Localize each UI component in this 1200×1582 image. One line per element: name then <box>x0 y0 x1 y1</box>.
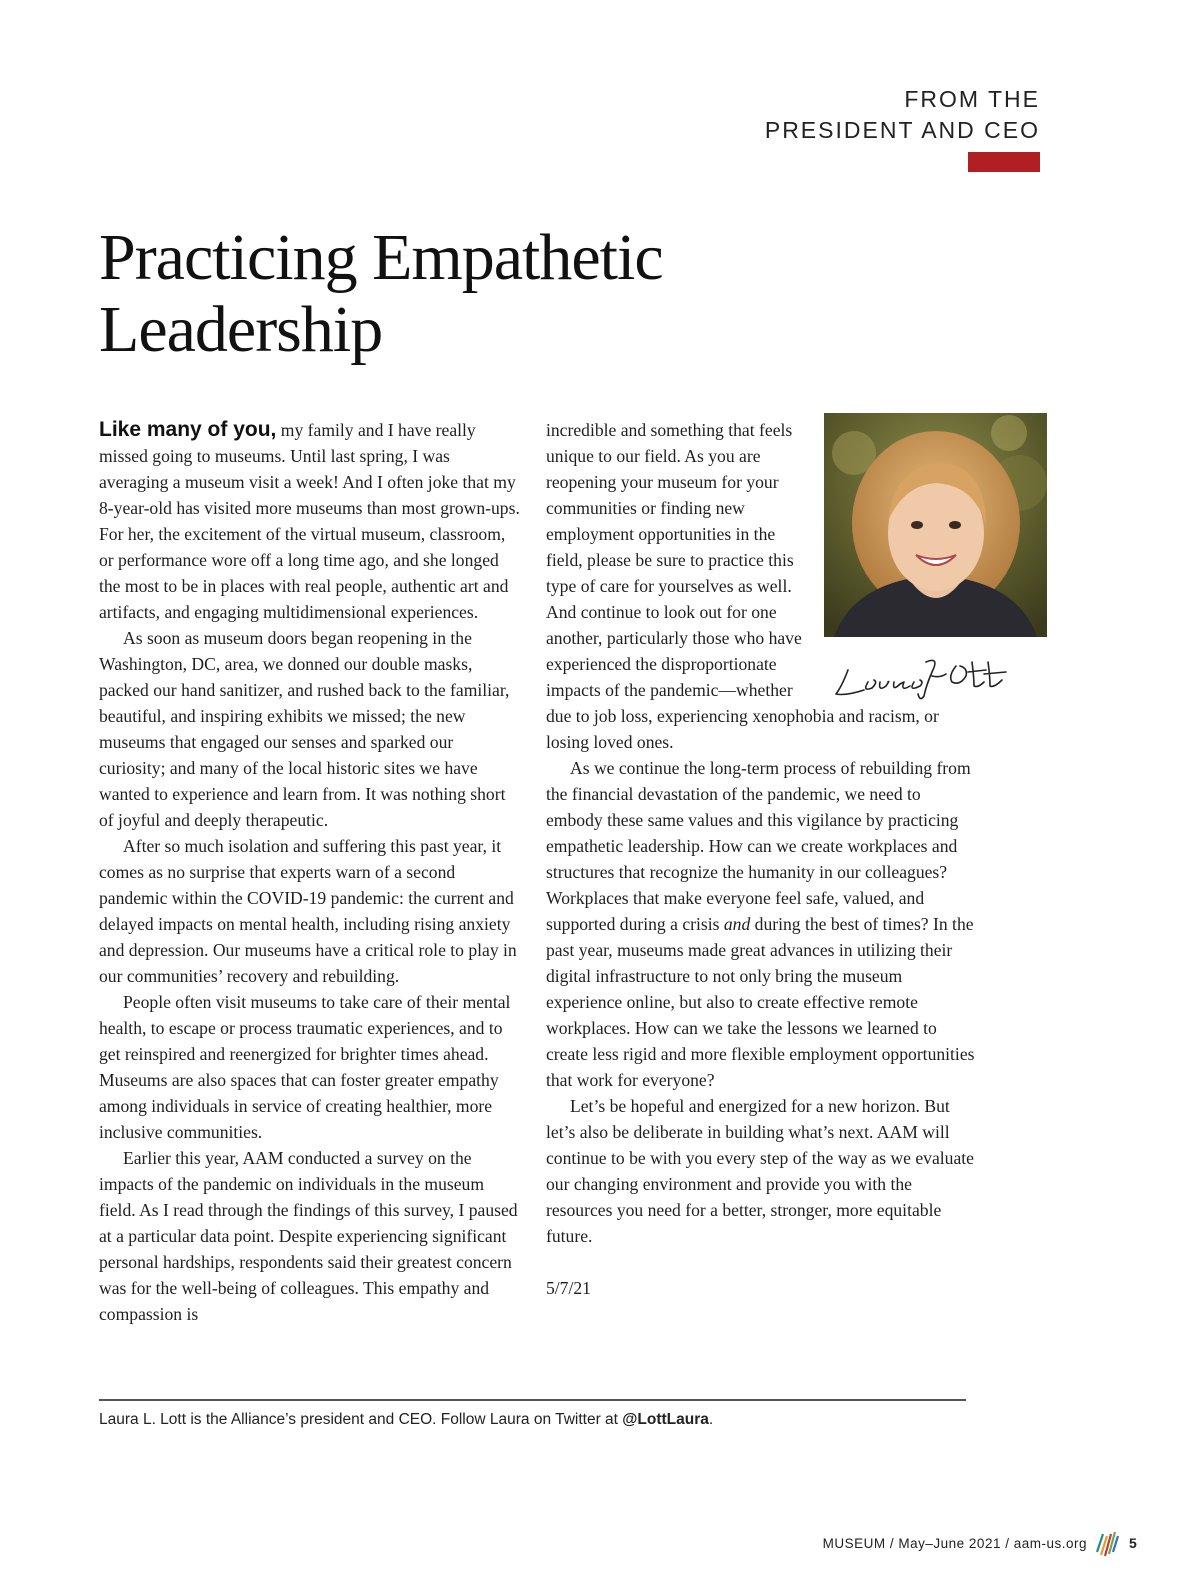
footer-publication: MUSEUM / May–June 2021 / aam-us.org <box>822 1536 1087 1551</box>
kicker-accent-bar <box>968 152 1040 172</box>
portrait-photo <box>824 413 1047 637</box>
kicker-line-1: FROM THE <box>904 86 1040 112</box>
twitter-handle-link[interactable]: @LottLaura <box>622 1411 709 1428</box>
portrait-photo-icon <box>824 413 1047 637</box>
paragraph-3: After so much isolation and suffering this past year, it comes as no surprise that experts warn of a second pandemic within the COVID-19 pandemic: the current and delayed impacts on mental health, including rising anxiety and depression. Our museums have a critical role to play in our communities’ recovery and rebuilding. <box>99 836 517 986</box>
paragraph-6-text-a: As we continue the long-term process of rebuilding from the financial devastation of the pandemic, we need to embody these same values and this vigilance by practicing empathetic leadership. How can we create workplaces and structures that recognize the humanity in our colleagues? Workplaces that make everyone feel safe, valued, and supported during a crisis <box>546 758 971 934</box>
paragraph-2: As soon as museum doors began reopening in the Washington, DC, area, we donned our double masks, packed our hand sanitizer, and rushed back to the familiar, beautiful, and inspiring exhibits we missed; the new museums that engaged our senses and sparked our curiosity; and many of the local historic sites we have wanted to experience and learn from. It was nothing short of joyful and deeply therapeutic. <box>99 628 510 830</box>
paragraph-6 <box>546 755 976 1093</box>
article-title: Practicing Empathetic Leadership <box>99 221 663 366</box>
aam-stripes-logo-icon <box>1094 1528 1120 1558</box>
bio-end: . <box>708 1411 714 1428</box>
paragraph-7: Let’s be hopeful and energized for a new horizon. But let’s also be deliberate in building what’s next. AAM will continue to be with you every step of the way as we evaluate our changing environment and provide you with the resources you need for a better, stronger, more equitable future. <box>546 1096 974 1246</box>
kicker-line-2: PRESIDENT AND CEO <box>764 117 1040 143</box>
page-number: 5 <box>1129 1535 1138 1551</box>
page-footer <box>790 1528 1170 1558</box>
lead-in: Like many of you, <box>99 418 277 441</box>
paragraph-1 <box>99 417 521 625</box>
paragraph-5-continued: incredible and something that feels unique to our field. As you are reopening your museum for your communities or finding new employment opportunities in the field, please be sure to practice this type of care for yourselves as well. And continue to look out for one another, particularly those who have experienced the disproportionate impacts of the pandemic—whether <box>546 420 802 700</box>
paragraph-6-emphasis: and <box>723 914 751 934</box>
paragraph-5: Earlier this year, AAM conducted a survey on the impacts of the pandemic on individuals in the museum field. As I read through the findings of this survey, I paused at a particular data point. Despite experiencing significant personal hardships, respondents said their greatest concern was for the well-being of colleagues. This empathy and compassion is <box>99 1148 518 1324</box>
paragraph-1-text: my family and I have really missed going to museums. Until last spring, I was averaging a museum visit a week! And I often joke that my 8-year-old has visited more museums than most grown-ups. For her, the excitement of the virtual museum, classroom, or performance wore off a long time ago, and she longed the most to be in places with real people, authentic art and artifacts, and engaging multidimensional experiences. <box>99 420 520 622</box>
paragraph-5-end: due to job loss, experiencing xenophobia and racism, or losing loved ones. <box>546 706 939 752</box>
section-kicker <box>765 84 1040 146</box>
left-column <box>99 417 521 1327</box>
bio-text: Laura L. Lott is the Alliance’s president and CEO. Follow Laura on Twitter at <box>99 1411 623 1428</box>
paragraph-6-text-b: during the best of times? In the past year, museums made great advances in utilizing their digital infrastructure to not only bring the museum experience online, but also to create effective remote workplaces. How can we take the lessons we learned to create less rigid and more flexible employment opportunities that work for everyone? <box>546 914 975 1090</box>
author-bio <box>99 1411 713 1429</box>
signature-image <box>828 652 1014 708</box>
article-date: 5/7/21 <box>546 1278 591 1298</box>
paragraph-4: People often visit museums to take care of their mental health, to escape or process traumatic experiences, and to get reinspired and reenergized for brighter times ahead. Museums are also spaces that can foster greater empathy among individuals in service of creating healthier, more inclusive communities. <box>99 992 511 1142</box>
bio-divider <box>99 1399 966 1401</box>
